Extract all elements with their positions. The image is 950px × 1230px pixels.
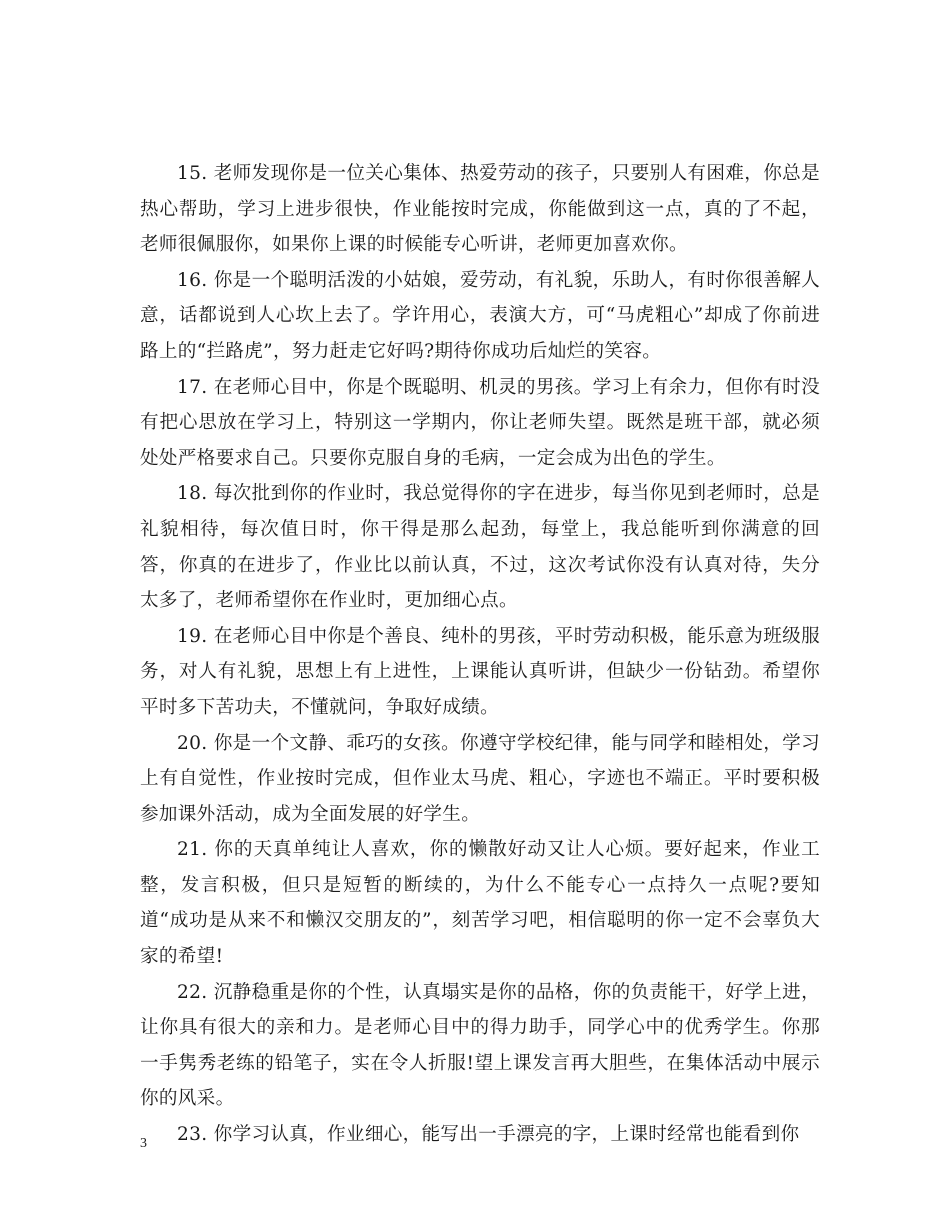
paragraph-23: 23. 你学习认真，作业细心，能写出一手漂亮的字，上课时经常也能看到你 <box>177 1124 800 1146</box>
paragraph-18: 18. 每次批到你的作业时，我总觉得你的字在进步，每当你见到老师时，总是礼貌相待，每次值日时，你干得是那么起劲，每堂上，我总能听到你满意的回答，你真的在进步了，作业比以前认真，不过，这次考试你没有认真对待，失分太多了，老师希望你在作业时，更加细心点。 <box>140 483 820 612</box>
paragraph-15: 15. 老师发现你是一位关心集体、热爱劳动的孩子，只要别人有困难，你总是热心帮助，学习上进步很快，作业能按时完成，你能做到这一点，真的了不起，老师很佩服你，如果你上课的时候能专心听讲，老师更加喜欢你。 <box>140 163 820 256</box>
paragraph-16: 16. 你是一个聪明活泼的小姑娘，爱劳动，有礼貌，乐助人，有时你很善解人意，话都说到人心坎上去了。学许用心，表演大方，可“马虎粗心”却成了你前进路上的“拦路虎”，努力赶走它好吗?期待你成功后灿烂的笑容。 <box>140 269 820 362</box>
document-body <box>140 156 820 1153</box>
paragraph-17: 17. 在老师心目中，你是个既聪明、机灵的男孩。学习上有余力，但你有时没有把心思放在学习上，特别这一学期内，你让老师失望。既然是班干部，就必须处处严格要求自己。只要你克服自身的毛病，一定会成为出色的学生。 <box>140 376 820 469</box>
paragraph-19: 19. 在老师心目中你是个善良、纯朴的男孩，平时劳动积极，能乐意为班级服务，对人有礼貌，思想上有上进性，上课能认真听讲，但缺少一份钻劲。希望你平时多下苦功夫，不懂就问，争取好成绩。 <box>140 625 820 718</box>
paragraph-21: 21. 你的天真单纯让人喜欢，你的懒散好动又让人心烦。要好起来，作业工整，发言积极，但只是短暂的断续的，为什么不能专心一点持久一点呢?要知道“成功是从来不和懒汉交朋友的”，刻苦学习吧，相信聪明的你一定不会辜负大家的希望! <box>140 839 820 968</box>
page-number: 3 <box>140 1136 147 1151</box>
paragraph-20: 20. 你是一个文静、乖巧的女孩。你遵守学校纪律，能与同学和睦相处，学习上有自觉性，作业按时完成，但作业太马虎、粗心，字迹也不端正。平时要积极参加课外活动，成为全面发展的好学生。 <box>140 732 820 825</box>
paragraph-22: 22. 沉静稳重是你的个性，认真塌实是你的品格，你的负责能干，好学上进，让你具有很大的亲和力。是老师心目中的得力助手，同学心中的优秀学生。你那一手隽秀老练的铅笔子，实在令人折服!望上课发言再大胆些，在集体活动中展示你的风采。 <box>140 981 820 1110</box>
